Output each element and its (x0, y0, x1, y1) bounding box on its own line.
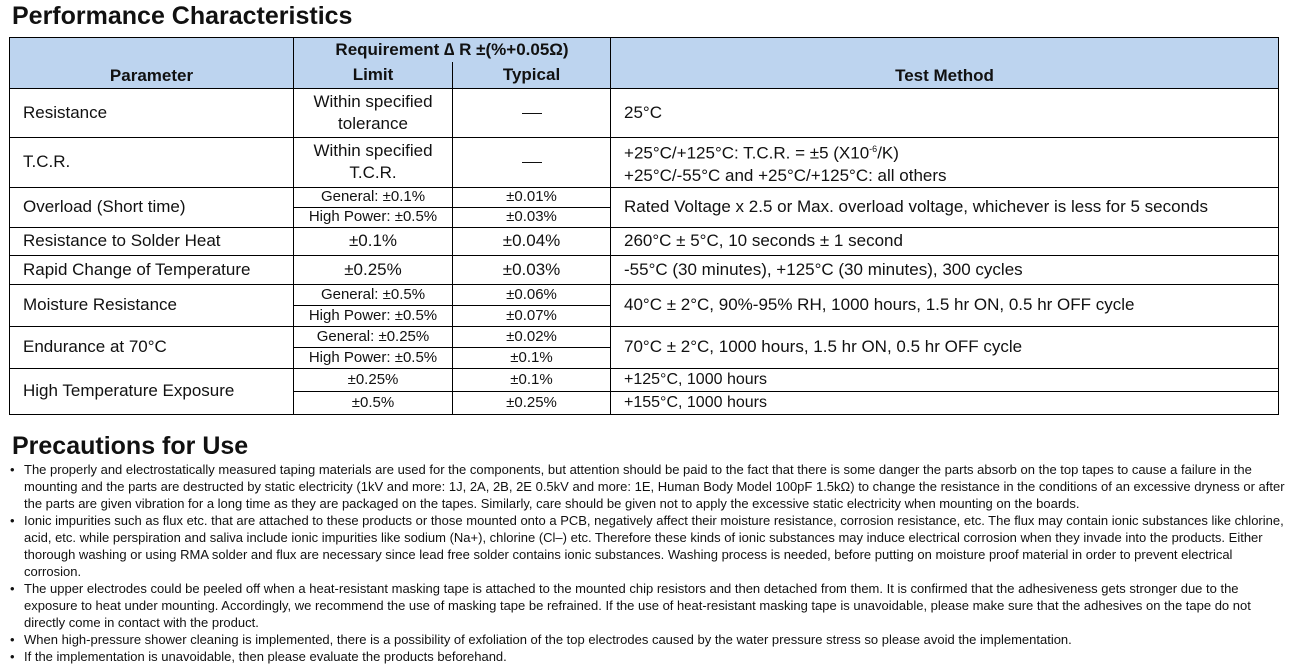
precaution-text: The upper electrodes could be peeled off when a heat-resistant masking tape is attached to the mounted chip resistors and then detached from them. It is confirmed that the adhesiveness gets stronger due to the exposure to heat under mounting. Accordingly, we recommend the use of masking tape be refrained. If the use of heat-resistant masking tape is unavoidable, please make sure that the adhesives on the tape do not directly come in contact with the product. (24, 581, 1251, 630)
limit-cell: Within specified tolerance (294, 89, 453, 138)
list-item (8, 648, 1290, 665)
limit-cell: Within specified T.C.R. (294, 138, 453, 188)
limit-cell: ±0.25% (294, 255, 453, 284)
table-row (10, 326, 1279, 347)
table-row (10, 227, 1279, 255)
typical-cell (453, 89, 611, 138)
header-parameter: Parameter (10, 38, 294, 89)
typical-cell: ±0.01% (453, 187, 611, 207)
typical-cell: ±0.04% (453, 227, 611, 255)
table-row (10, 368, 1279, 391)
test-cell: 70°C ± 2°C, 1000 hours, 1.5 hr ON, 0.5 hr OFF cycle (611, 326, 1279, 368)
param-cell: Rapid Change of Temperature (10, 255, 294, 284)
list-item (8, 461, 1290, 512)
limit-cell: General: ±0.25% (294, 326, 453, 347)
typical-cell: ±0.02% (453, 326, 611, 347)
list-item (8, 512, 1290, 580)
test-line: +25°C/+125°C: T.C.R. = ±5 (X10 (624, 143, 870, 163)
typical-cell: ±0.03% (453, 255, 611, 284)
test-cell: -55°C (30 minutes), +125°C (30 minutes), 300 cycles (611, 255, 1279, 284)
performance-table (9, 37, 1279, 415)
test-line: +25°C/-55°C and +25°C/+125°C: all others (624, 165, 947, 185)
em-dash (522, 162, 542, 163)
limit-cell: ±0.25% (294, 368, 453, 391)
limit-cell: High Power: ±0.5% (294, 305, 453, 326)
table-row (10, 284, 1279, 305)
limit-cell: ±0.1% (294, 227, 453, 255)
header-typical: Typical (453, 62, 611, 89)
test-cell: +155°C, 1000 hours (611, 391, 1279, 414)
header-test-method: Test Method (611, 38, 1279, 89)
list-item (8, 580, 1290, 631)
table-row (10, 138, 1279, 188)
param-cell: Resistance (10, 89, 294, 138)
list-item (8, 631, 1290, 648)
limit-cell: ±0.5% (294, 391, 453, 414)
test-cell: 260°C ± 5°C, 10 seconds ± 1 second (611, 227, 1279, 255)
bullet-icon: • (10, 649, 15, 664)
precaution-text: If the implementation is unavoidable, then please evaluate the products beforehand. (24, 649, 507, 664)
limit-cell: High Power: ±0.5% (294, 347, 453, 368)
limit-cell: High Power: ±0.5% (294, 207, 453, 227)
param-cell: T.C.R. (10, 138, 294, 188)
superscript: -6 (869, 144, 878, 154)
test-cell (611, 138, 1279, 188)
header-requirement: Requirement ∆ R ±(%+0.05Ω) (294, 38, 611, 63)
test-cell: Rated Voltage x 2.5 or Max. overload voltage, whichever is less for 5 seconds (611, 187, 1279, 227)
header-limit: Limit (294, 62, 453, 89)
precaution-text: Ionic impurities such as flux etc. that are attached to these products or those mounted onto a PCB, negatively affect their moisture resistance, corrosion resistance, etc. The flux may contain ionic substances like chlorine, acid, etc. while perspiration and saliva include ionic impurities like sodium (Na+), chlorine (Cl–) etc. Therefore these kinds of ionic substances may induce electrical corrosion when they invade into the products. Either thorough washing or using RMA solder and flux are necessary since lead free solder contains ionic substances. Washing process is needed, before putting on moisture proof material in order to prevent electrical corrosion. (24, 513, 1284, 579)
test-cell: +125°C, 1000 hours (611, 368, 1279, 391)
typical-cell: ±0.1% (453, 368, 611, 391)
param-cell: Overload (Short time) (10, 187, 294, 227)
bullet-icon: • (10, 632, 15, 647)
param-cell: High Temperature Exposure (10, 368, 294, 414)
table-row (10, 187, 1279, 207)
performance-title: Performance Characteristics (12, 2, 353, 30)
limit-cell: General: ±0.5% (294, 284, 453, 305)
precautions-list (8, 461, 1290, 665)
param-cell: Moisture Resistance (10, 284, 294, 326)
bullet-icon: • (10, 462, 15, 477)
test-cell: 25°C (611, 89, 1279, 138)
table-row (10, 255, 1279, 284)
test-cell: 40°C ± 2°C, 90%-95% RH, 1000 hours, 1.5 hr ON, 0.5 hr OFF cycle (611, 284, 1279, 326)
precaution-text: When high-pressure shower cleaning is implemented, there is a possibility of exfoliation of the top electrodes caused by the water pressure stress so please avoid the implementation. (24, 632, 1072, 647)
typical-cell: ±0.03% (453, 207, 611, 227)
bullet-icon: • (10, 513, 15, 528)
precautions-title: Precautions for Use (12, 432, 249, 460)
em-dash (522, 113, 542, 114)
typical-cell: ±0.07% (453, 305, 611, 326)
test-line-end: /K) (877, 143, 899, 163)
typical-cell: ±0.1% (453, 347, 611, 368)
typical-cell (453, 138, 611, 188)
bullet-icon: • (10, 581, 15, 596)
table-row (10, 89, 1279, 138)
typical-cell: ±0.25% (453, 391, 611, 414)
typical-cell: ±0.06% (453, 284, 611, 305)
param-cell: Endurance at 70°C (10, 326, 294, 368)
limit-cell: General: ±0.1% (294, 187, 453, 207)
param-cell: Resistance to Solder Heat (10, 227, 294, 255)
precaution-text: The properly and electrostatically measured taping materials are used for the components, but attention should be paid to the fact that there is some danger the parts absorb on the top tapes to cause a failure in the mounting and the parts are destructed by static electricity (1kV and more: 1J, 2A, 2B, 2E 0.5kV and more: 1E, Human Body Model 100pF 1.5kΩ) to change the resistance in the conditions of an excessive dryness or after the parts are given vibration for a long time as they are packaged on the tapes. Similarly, care should be given not to apply the excessive static electricity when mounting on the boards. (24, 462, 1285, 511)
